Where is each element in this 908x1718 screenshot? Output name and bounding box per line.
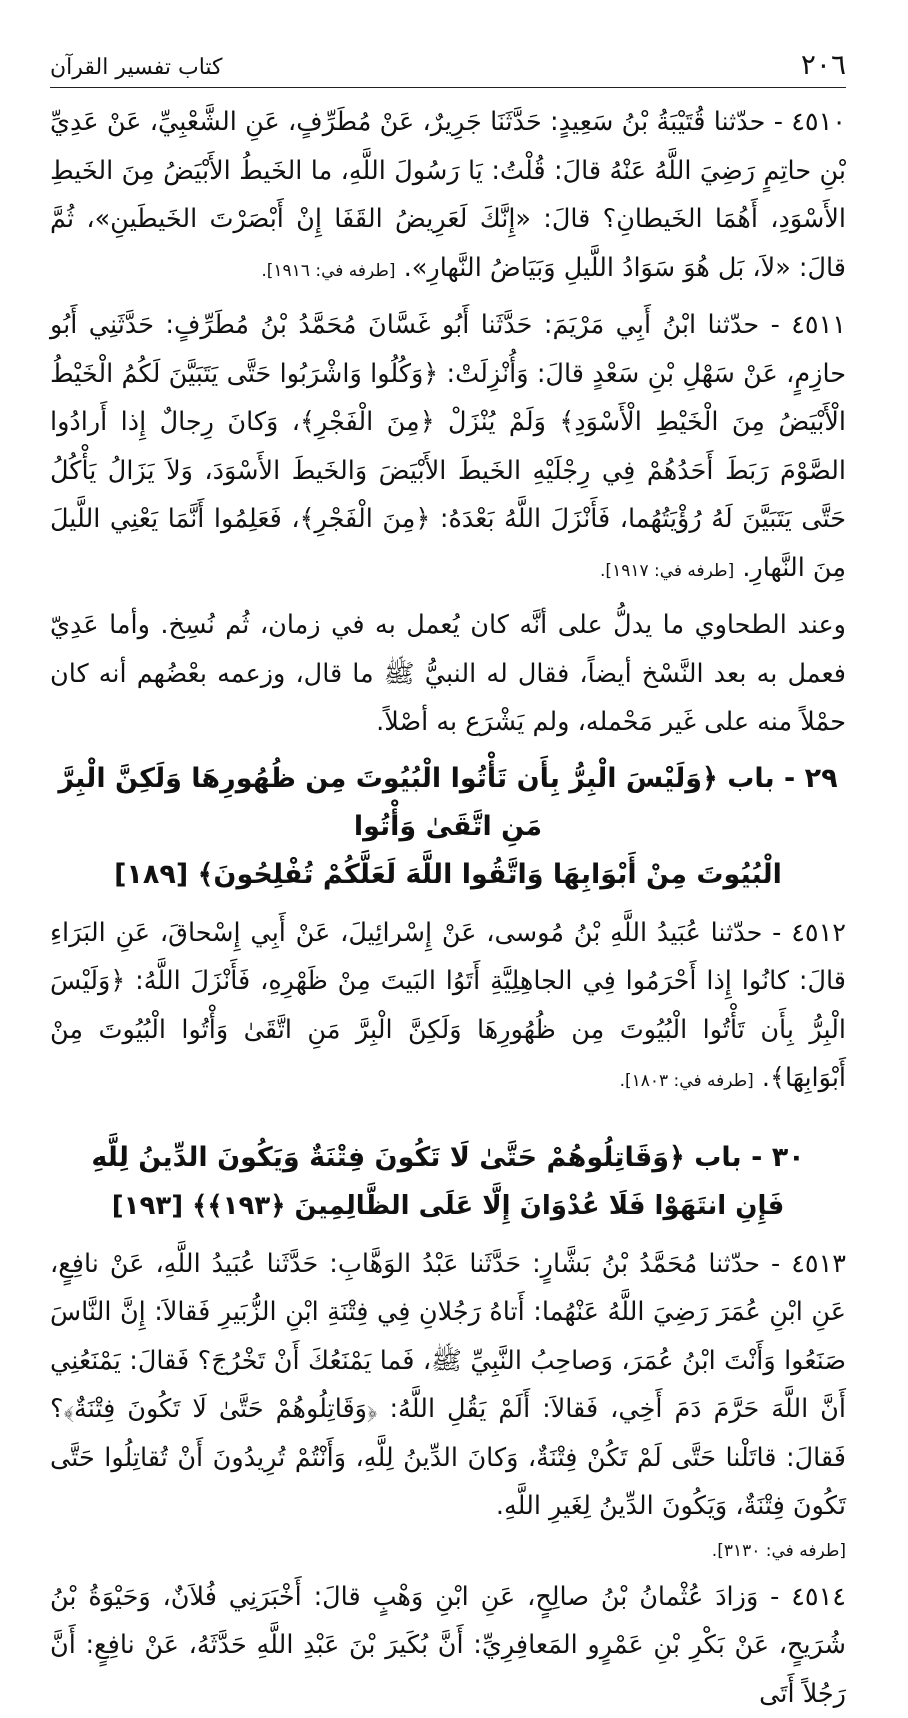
book-title: كتاب تفسير القرآن <box>50 55 223 80</box>
cross-reference: [طرفه في: ١٩١٧]. <box>600 561 734 581</box>
cross-reference: [طرفه في: ٣١٣٠]. <box>50 1537 846 1565</box>
cross-reference: [طرفه في: ١٩١٦]. <box>261 261 395 281</box>
chapter-heading-line: فَإِنِ انتَهَوْا فَلَا عُدْوَانَ إِلَّا عَلَى الظَّالِمِينَ ﴿١٩٣﴾﴾ [١٩٣] <box>50 1182 846 1230</box>
hadith-4513 <box>50 1240 846 1531</box>
hadith-text: ٤٥١٤ - وَزادَ عُثْمانُ بْنُ صالِحٍ، عَنِ ابْنِ وَهْبٍ قالَ: أَخْبَرَنِي فُلاَنٌ، وَحَيْوَةُ بْنُ شُرَيحٍ، عَنْ بَكْرِ بْنِ عَمْرٍو المَعافِرِيِّ: أَنَّ بُكَيرَ بْنَ عَبْدِ اللَّهِ حَدَّثَهُ، عَنْ نافِعٍ: أَنَّ رَجُلاً أَتَى <box>50 1582 846 1709</box>
chapter-heading-line: ٢٩ - باب ﴿وَلَيْسَ الْبِرُّ بِأَن تَأْتُوا الْبُيُوتَ مِن ظُهُورِهَا وَلَكِنَّ الْبِرَّ مَنِ اتَّقَىٰ وَأْتُوا <box>50 755 846 851</box>
hadith-text: ٤٥١٠ - حدّثنا قُتَيْبَةُ بْنُ سَعِيدٍ: حَدَّثَنَا جَرِيرٌ، عَنْ مُطَرِّفٍ، عَنِ الشَّعْبِيِّ، عَنْ عَدِيِّ بْنِ حاتِمٍ رَضِيَ اللَّهُ عَنْهُ قالَ: قُلْتُ: يَا رَسُولَ اللَّهِ، ما الخَيطُ الأَبْيَضُ مِنَ الخَيطِ الأَسْوَدِ، أَهُمَا الخَيطانِ؟ قالَ: «إِنَّكَ لَعَرِيضُ القَفَا إِنْ أَبْصَرْتَ الخَيطَينِ»، ثُمَّ قالَ: «لاَ، بَل هُوَ سَوَادُ اللَّيلِ وَبَيَاضُ النَّهارِ». <box>50 107 846 283</box>
hadith-4514 <box>50 1573 846 1718</box>
cross-reference: [طرفه في: ١٨٠٣]. <box>620 1071 754 1091</box>
hadith-text: ٤٥١٢ - حدّثنا عُبَيدُ اللَّهِ بْنُ مُوسى، عَنْ إِسْرائِيلَ، عَنْ أَبِي إِسْحاقَ، عَنِ البَرَاءِ قالَ: كانُوا إِذا أَحْرَمُوا فِي الجاهِلِيَّةِ أَتَوُا البَيتَ مِنْ ظَهْرِهِ، فَأَنْزَلَ اللَّهُ: ﴿وَلَيْسَ الْبِرُّ بِأَن تَأْتُوا الْبُيُوتَ مِن ظُهُورِهَا وَلَكِنَّ الْبِرَّ مَنِ اتَّقَىٰ وَأْتُوا الْبُيُوتَ مِنْ أَبْوَابِهَا﴾. <box>50 918 846 1094</box>
hadith-4510 <box>50 98 846 295</box>
chapter-heading-29 <box>50 755 846 899</box>
chapter-heading-30 <box>50 1134 846 1230</box>
hadith-4512 <box>50 909 846 1106</box>
chapter-heading-line: الْبُيُوتَ مِنْ أَبْوَابِهَا وَاتَّقُوا اللَّهَ لَعَلَّكُمْ تُفْلِحُونَ﴾ [١٨٩] <box>50 851 846 899</box>
hadith-4511 <box>50 301 846 595</box>
hadith-text: ٤٥١١ - حدّثنا ابْنُ أَبِي مَرْيَمَ: حَدَّثَنا أَبُو غَسَّانَ مُحَمَّدُ بْنُ مُطَرِّفٍ: حَدَّثَنِي أَبُو حازِمٍ، عَنْ سَهْلِ بْنِ سَعْدٍ قالَ: وَأُنْزِلَتْ: ﴿وَكُلُوا وَاشْرَبُوا حَتَّى يَتَبَيَّنَ لَكُمُ الْخَيْطُ الْأَبْيَضُ مِنَ الْخَيْطِ الْأَسْوَدِ﴾ وَلَمْ يُنْزَلْ ﴿مِنَ الْفَجْرِ﴾، وَكانَ رِجالٌ إِذا أَرادُوا الصَّوْمَ رَبَطَ أَحَدُهُمْ فِي رِجْلَيْهِ الخَيطَ الأَبْيَضَ وَالخَيطَ الأَسْوَدَ، وَلاَ يَزَالُ يَأْكُلُ حَتَّى يَتَبَيَّنَ لَهُ رُؤْيَتُهُما، فَأَنْزَلَ اللَّهُ بَعْدَهُ: ﴿مِنَ الْفَجْرِ﴾، فَعَلِمُوا أَنَّمَا يَعْنِي اللَّيلَ مِنَ النَّهارِ. <box>50 310 846 583</box>
commentary-paragraph: وعند الطحاوي ما يدلُّ على أنَّه كان يُعمل به في زمان، ثُم نُسِخ. وأما عَدِيّ فعمل به بعد النَّسْخ أيضاً، فقال له النبيُّ ﷺ ما قال، وزعمه بعْضُهم أنه كان حمْلاً منه على غَير مَحْمله، ولم يَشْرَع به أصْلاً. <box>50 601 846 747</box>
hadith-text: ٤٥١٣ - حدّثنا مُحَمَّدُ بْنُ بَشَّارٍ: حَدَّثَنا عَبْدُ الوَهَّابِ: حَدَّثَنا عُبَيدُ اللَّهِ، عَنْ نافِعٍ، عَنِ ابْنِ عُمَرَ رَضِيَ اللَّهُ عَنْهُما: أَتاهُ رَجُلانِ فِي فِتْنَةِ ابْنِ الزُّبَيرِ فَقالاَ: إِنَّ النَّاسَ صَنَعُوا وَأَنْتَ ابْنُ عُمَرَ، وَصاحِبُ النَّبِيِّ ﷺ، فَما يَمْنَعُكَ أَنْ تَخْرُجَ؟ فَقالَ: يَمْنَعُنِي أَنَّ اللَّهَ حَرَّمَ دَمَ أَخِي، فَقالاَ: أَلَمْ يَقُلِ اللَّهُ: ﴿وَقَاتِلُوهُمْ حَتَّىٰ لَا تَكُونَ فِتْنَةٌ﴾؟ فَقالَ: قاتَلْنا حَتَّى لَمْ تَكُنْ فِتْنَةٌ، وَكانَ الدِّينُ لِلَّهِ، وَأَنْتُمْ تُرِيدُونَ أَنْ تُقاتِلُوا حَتَّى تَكُونَ فِتْنَةٌ، وَيَكُونَ الدِّينُ لِغَيرِ اللَّهِ. <box>50 1249 846 1522</box>
chapter-heading-line: ٣٠ - باب ﴿وَقَاتِلُوهُمْ حَتَّىٰ لَا تَكُونَ فِتْنَةٌ وَيَكُونَ الدِّينُ لِلَّهِ <box>50 1134 846 1182</box>
page-number: ٢٠٦ <box>801 48 846 81</box>
spacer <box>50 1112 846 1126</box>
page-header <box>50 48 846 88</box>
